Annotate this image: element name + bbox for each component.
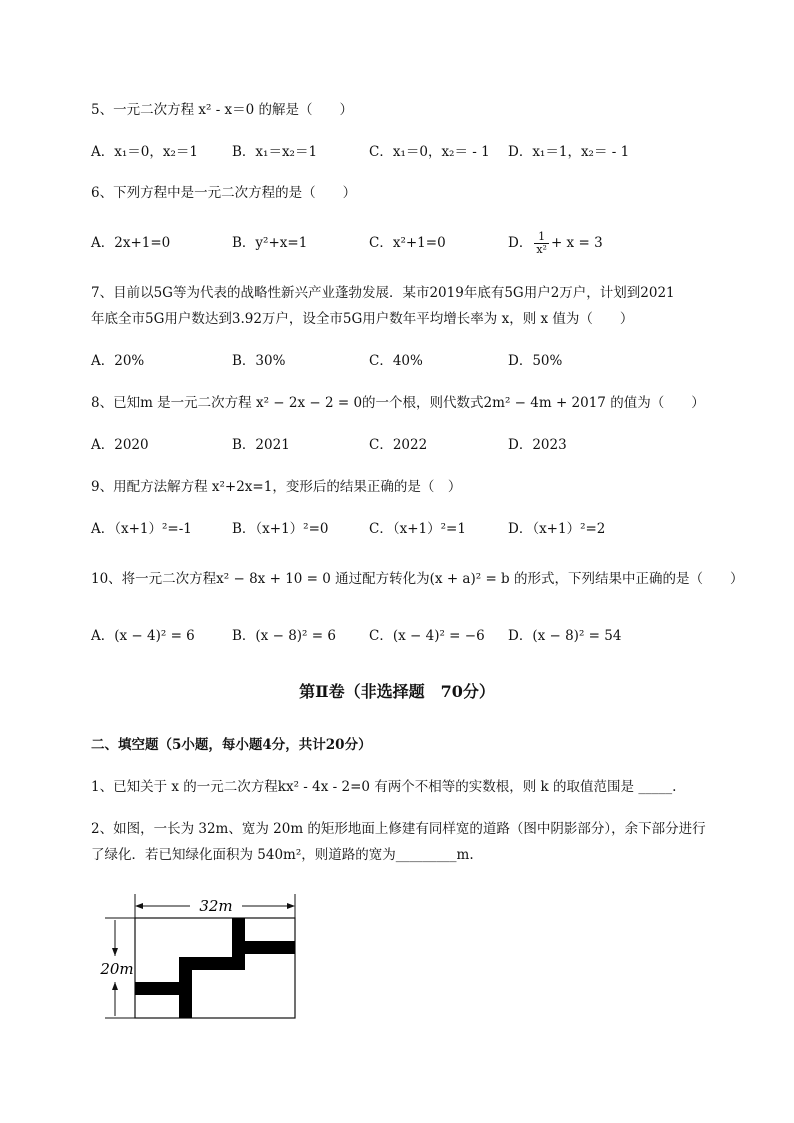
q7-option-c: C．40% bbox=[369, 353, 423, 369]
q9-option-a: A．（x+1）²=-1 bbox=[91, 521, 192, 537]
q5-option-a: A．x₁＝0，x₂＝1 bbox=[91, 144, 198, 160]
section-title: 第Ⅱ卷（非选择题 70分） bbox=[299, 682, 495, 701]
q6-stem: 6、下列方程中是一元二次方程的是（ ） bbox=[91, 185, 357, 201]
q5-option-b: B．x₁＝x₂＝1 bbox=[232, 144, 318, 160]
q10-stem: 10、将一元二次方程x² − 8x + 10 = 0 通过配方转化为(x + a)² = b 的形式，下列结果中正确的是（ ） bbox=[91, 571, 744, 587]
arrow-down-icon bbox=[112, 948, 118, 956]
q9-stem: 9、用配方法解方程 x²+2x=1，变形后的结果正确的是（ ） bbox=[91, 479, 462, 495]
q6-option-d-fraction bbox=[534, 231, 549, 256]
q7-option-b: B．30% bbox=[232, 353, 286, 369]
q10-option-b: B．(x − 8)² = 6 bbox=[232, 628, 336, 644]
q6-option-d-denominator: x² bbox=[536, 243, 547, 256]
width-label: 32m bbox=[199, 897, 233, 915]
arrow-right-icon bbox=[287, 903, 295, 909]
q8-option-b: B．2021 bbox=[232, 437, 290, 453]
q7-stem-line1: 7、目前以5G等为代表的战略性新兴产业蓬勃发展．某市2019年底有5G用户2万户，计划到2021 bbox=[91, 285, 675, 301]
fill1-stem: 1、已知关于 x 的一元二次方程kx² - 4x - 2=0 有两个不相等的实数根，则 k 的取值范围是 _____. bbox=[91, 779, 677, 795]
q6-option-c: C．x²+1=0 bbox=[369, 235, 446, 251]
arrow-up-icon bbox=[112, 982, 118, 990]
q6-option-d bbox=[508, 226, 603, 260]
fill2-line1: 2、如图，一长为 32m、宽为 20m 的矩形地面上修建有同样宽的道路（图中阴影部分），余下部分进行 bbox=[91, 821, 706, 837]
q9-option-b: B．（x+1）²=0 bbox=[232, 521, 329, 537]
q5-option-d: D．x₁＝1，x₂＝ - 1 bbox=[508, 144, 630, 160]
q7-option-d: D．50% bbox=[508, 353, 563, 369]
q10-option-d: D．(x − 8)² = 54 bbox=[508, 628, 622, 644]
q9-option-d: D．（x+1）²=2 bbox=[508, 521, 606, 537]
q8-stem: 8、已知m 是一元二次方程 x² − 2x − 2 = 0的一个根，则代数式2m² − 4m + 2017 的值为（ ） bbox=[91, 395, 705, 411]
road-top-right bbox=[232, 941, 295, 954]
q6-option-d-prefix: D． bbox=[508, 235, 533, 251]
q5-stem: 5、一元二次方程 x² - x＝0 的解是（ ） bbox=[91, 102, 354, 118]
arrow-left-icon bbox=[135, 903, 143, 909]
q8-option-c: C．2022 bbox=[369, 437, 428, 453]
height-label: 20m bbox=[100, 960, 134, 978]
road-figure bbox=[95, 890, 305, 1025]
q6-option-b: B．y²+x=1 bbox=[232, 235, 308, 251]
q5-option-c: C．x₁＝0，x₂＝ - 1 bbox=[369, 144, 490, 160]
q7-option-a: A．20% bbox=[91, 353, 145, 369]
q7-stem-line2: 年底全市5G用户数达到3.92万户，设全市5G用户数年平均增长率为 x，则 x 值为（ ） bbox=[91, 311, 634, 327]
q10-option-a: A．(x − 4)² = 6 bbox=[91, 628, 195, 644]
q8-option-d: D．2023 bbox=[508, 437, 567, 453]
q6-option-d-numerator: 1 bbox=[534, 231, 549, 244]
q10-option-c: C．(x − 4)² = −6 bbox=[369, 628, 485, 644]
q9-option-c: C．（x+1）²=1 bbox=[369, 521, 466, 537]
q6-option-a: A．2x+1=0 bbox=[91, 235, 171, 251]
q8-option-a: A．2020 bbox=[91, 437, 149, 453]
fill2-line2: 了绿化．若已知绿化面积为 540m²，则道路的宽为_________m. bbox=[91, 847, 474, 863]
q6-option-d-suffix: + x = 3 bbox=[550, 235, 603, 251]
part-title: 二、填空题（5小题，每小题4分，共计20分） bbox=[91, 737, 372, 753]
